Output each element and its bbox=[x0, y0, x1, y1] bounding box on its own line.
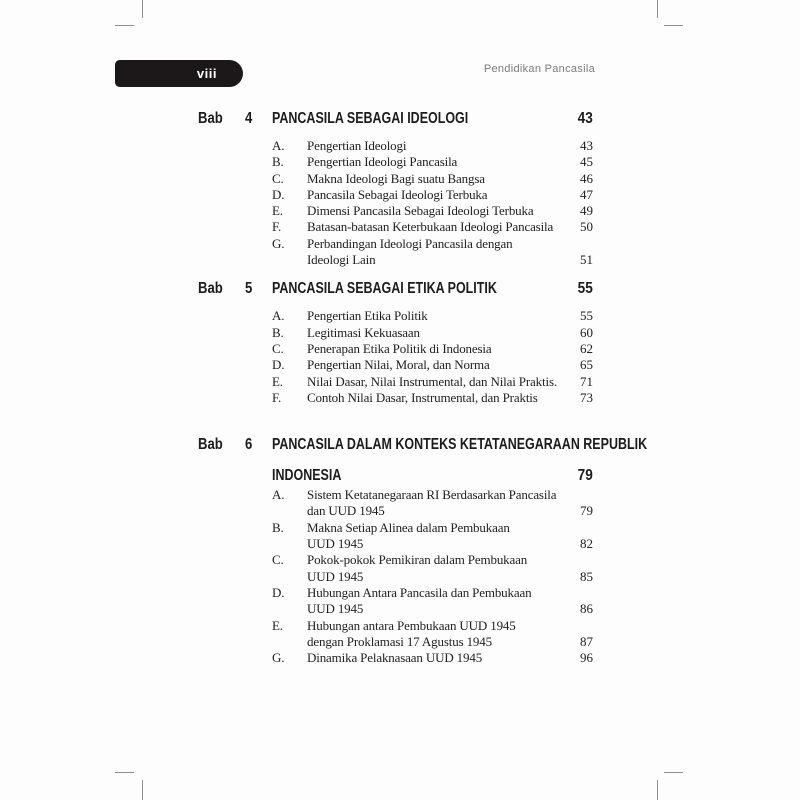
chapter-title-lines bbox=[272, 436, 648, 485]
item-text bbox=[307, 308, 593, 324]
toc-section bbox=[198, 280, 593, 406]
item-text-line: UUD 1945 bbox=[307, 601, 364, 617]
toc-item bbox=[198, 219, 593, 235]
item-text-line: Batasan-batasan Keterbukaan Ideologi Pancasila bbox=[307, 219, 554, 235]
item-letter: B. bbox=[272, 154, 284, 170]
chapter-label: Bab bbox=[198, 110, 223, 127]
toc-item bbox=[198, 325, 593, 341]
chapter-title-line bbox=[272, 110, 593, 128]
item-page-number: 47 bbox=[580, 186, 593, 202]
section-items bbox=[198, 308, 593, 406]
chapter-title-line bbox=[272, 280, 593, 298]
item-text bbox=[307, 154, 593, 170]
chapter-number: 5 bbox=[245, 280, 253, 298]
toc-item bbox=[198, 390, 593, 406]
item-text-line: dengan Proklamasi 17 Agustus 1945 bbox=[307, 633, 492, 649]
toc-item bbox=[198, 308, 593, 324]
chapter-label: Bab bbox=[198, 280, 223, 298]
item-letter: E. bbox=[272, 617, 283, 633]
toc-section bbox=[198, 110, 593, 268]
item-text bbox=[307, 487, 593, 520]
toc-item bbox=[198, 650, 593, 666]
item-letter: D. bbox=[272, 357, 285, 373]
toc-item bbox=[198, 357, 593, 373]
item-text-line: Nilai Dasar, Nilai Instrumental, dan Nilai Praktis. bbox=[307, 373, 557, 389]
item-text bbox=[307, 171, 593, 187]
item-text bbox=[307, 650, 593, 666]
toc-item bbox=[198, 520, 593, 553]
crop-mark bbox=[664, 25, 683, 26]
item-page-number: 46 bbox=[580, 170, 593, 186]
item-text-line: Pengertian Nilai, Moral, dan Norma bbox=[307, 357, 490, 373]
item-letter: G. bbox=[272, 650, 285, 666]
item-page-number: 60 bbox=[580, 324, 593, 340]
item-text bbox=[307, 357, 593, 373]
item-text bbox=[307, 187, 593, 203]
item-text-line: Pancasila Sebagai Ideologi Terbuka bbox=[307, 186, 488, 202]
running-head-title: Pendidikan Pancasila bbox=[483, 63, 595, 75]
crop-mark bbox=[115, 772, 134, 773]
chapter-title: PANCASILA DALAM KONTEKS KETATANEGARAAN REPUBLIK bbox=[272, 436, 648, 454]
crop-mark bbox=[657, 780, 658, 800]
crop-mark bbox=[142, 0, 143, 18]
toc-item bbox=[198, 236, 593, 269]
item-text-line: Pengertian Etika Politik bbox=[307, 308, 428, 324]
chapter-title-line bbox=[272, 436, 648, 454]
item-text-line: Sistem Ketatanegaraan RI Berdasarkan Pancasila bbox=[307, 487, 557, 503]
item-page-number: 82 bbox=[580, 536, 593, 552]
crop-mark bbox=[142, 780, 143, 800]
item-page-number: 87 bbox=[580, 633, 593, 649]
item-text-line: UUD 1945 bbox=[307, 568, 364, 584]
chapter-number: 4 bbox=[245, 110, 253, 127]
item-text-line: Pengertian Ideologi Pancasila bbox=[307, 154, 458, 170]
item-letter: A. bbox=[272, 308, 285, 324]
item-text bbox=[307, 390, 593, 406]
toc-item bbox=[198, 552, 593, 585]
item-letter: A. bbox=[272, 138, 285, 153]
chapter-heading bbox=[198, 110, 593, 128]
toc-item bbox=[198, 374, 593, 390]
item-text-line: Dimensi Pancasila Sebagai Ideologi Terbuka bbox=[307, 203, 534, 219]
toc-item bbox=[198, 487, 593, 520]
item-text bbox=[307, 203, 593, 219]
toc-item bbox=[198, 138, 593, 154]
table-of-contents bbox=[198, 110, 648, 666]
item-letter: F. bbox=[272, 389, 282, 405]
item-text bbox=[307, 618, 593, 651]
toc-item bbox=[198, 187, 593, 203]
chapter-title-lines bbox=[272, 280, 593, 298]
item-text-line: Penerapan Etika Politik di Indonesia bbox=[307, 340, 492, 356]
chapter-page-number: 43 bbox=[577, 110, 593, 127]
chapter-page-number: 79 bbox=[577, 467, 593, 485]
chapter-title-lines bbox=[272, 110, 593, 128]
item-text-line: Contoh Nilai Dasar, Instrumental, dan Praktis bbox=[307, 389, 538, 405]
crop-mark bbox=[115, 25, 134, 26]
item-text-line: Hubungan antara Pembukaan UUD 1945 bbox=[307, 617, 516, 633]
chapter-heading bbox=[198, 280, 593, 298]
item-text-line: UUD 1945 bbox=[307, 536, 364, 552]
item-letter: A. bbox=[272, 487, 285, 503]
item-letter: F. bbox=[272, 219, 282, 235]
item-text-line: Ideologi Lain bbox=[307, 252, 376, 268]
page-number-label: viii bbox=[196, 66, 217, 81]
item-text-line: Hubungan Antara Pancasila dan Pembukaan bbox=[307, 584, 532, 600]
chapter-heading bbox=[198, 436, 648, 485]
item-page-number: 55 bbox=[580, 308, 593, 324]
crop-mark bbox=[657, 0, 658, 18]
item-page-number: 45 bbox=[580, 154, 593, 170]
item-letter: E. bbox=[272, 203, 283, 219]
item-letter: C. bbox=[272, 170, 284, 186]
item-page-number: 73 bbox=[580, 389, 593, 405]
section-items bbox=[198, 487, 593, 666]
item-page-number: 85 bbox=[580, 568, 593, 584]
toc-item bbox=[198, 154, 593, 170]
item-page-number: 79 bbox=[580, 503, 593, 519]
item-page-number: 62 bbox=[580, 340, 593, 356]
chapter-number: 6 bbox=[245, 436, 253, 454]
chapter-page-number: 55 bbox=[577, 280, 593, 298]
item-page-number: 96 bbox=[580, 650, 593, 666]
item-text bbox=[307, 236, 593, 269]
item-letter: C. bbox=[272, 552, 284, 568]
item-page-number: 43 bbox=[580, 138, 593, 153]
chapter-title: PANCASILA SEBAGAI IDEOLOGI bbox=[272, 110, 469, 127]
crop-mark bbox=[664, 772, 683, 773]
chapter-title-line bbox=[272, 467, 593, 485]
item-text bbox=[307, 341, 593, 357]
toc-item bbox=[198, 585, 593, 618]
section-items bbox=[198, 138, 593, 268]
item-letter: D. bbox=[272, 584, 285, 600]
item-page-number: 51 bbox=[580, 252, 593, 268]
toc-item bbox=[198, 618, 593, 651]
item-page-number: 50 bbox=[580, 219, 593, 235]
item-text-line: Legitimasi Kekuasaan bbox=[307, 324, 420, 340]
item-letter: C. bbox=[272, 340, 284, 356]
item-letter: D. bbox=[272, 186, 285, 202]
item-text bbox=[307, 585, 593, 618]
item-text-line: Pengertian Ideologi bbox=[307, 138, 407, 153]
item-page-number: 86 bbox=[580, 601, 593, 617]
item-text bbox=[307, 325, 593, 341]
item-text-line: Perbandingan Ideologi Pancasila dengan bbox=[307, 235, 513, 251]
toc-item bbox=[198, 341, 593, 357]
item-page-number: 71 bbox=[580, 373, 593, 389]
item-text bbox=[307, 219, 593, 235]
chapter-title: PANCASILA SEBAGAI ETIKA POLITIK bbox=[272, 280, 497, 298]
chapter-title: INDONESIA bbox=[272, 467, 342, 485]
item-letter: G. bbox=[272, 235, 285, 251]
item-page-number: 65 bbox=[580, 357, 593, 373]
item-text-line: Makna Ideologi Bagi suatu Bangsa bbox=[307, 170, 485, 186]
item-text bbox=[307, 374, 593, 390]
toc-item bbox=[198, 203, 593, 219]
item-page-number: 49 bbox=[580, 203, 593, 219]
item-text-line: dan UUD 1945 bbox=[307, 503, 385, 519]
chapter-label: Bab bbox=[198, 436, 223, 454]
item-text bbox=[307, 552, 593, 585]
item-text bbox=[307, 138, 593, 154]
item-letter: B. bbox=[272, 519, 284, 535]
item-text-line: Pokok-pokok Pemikiran dalam Pembukaan bbox=[307, 552, 528, 568]
toc-section bbox=[198, 436, 648, 666]
item-text bbox=[307, 520, 593, 553]
item-text-line: Makna Setiap Alinea dalam Pembukaan bbox=[307, 519, 510, 535]
item-text-line: Dinamika Pelaknasaan UUD 1945 bbox=[307, 650, 483, 666]
item-letter: B. bbox=[272, 324, 284, 340]
item-letter: E. bbox=[272, 373, 283, 389]
toc-item bbox=[198, 171, 593, 187]
